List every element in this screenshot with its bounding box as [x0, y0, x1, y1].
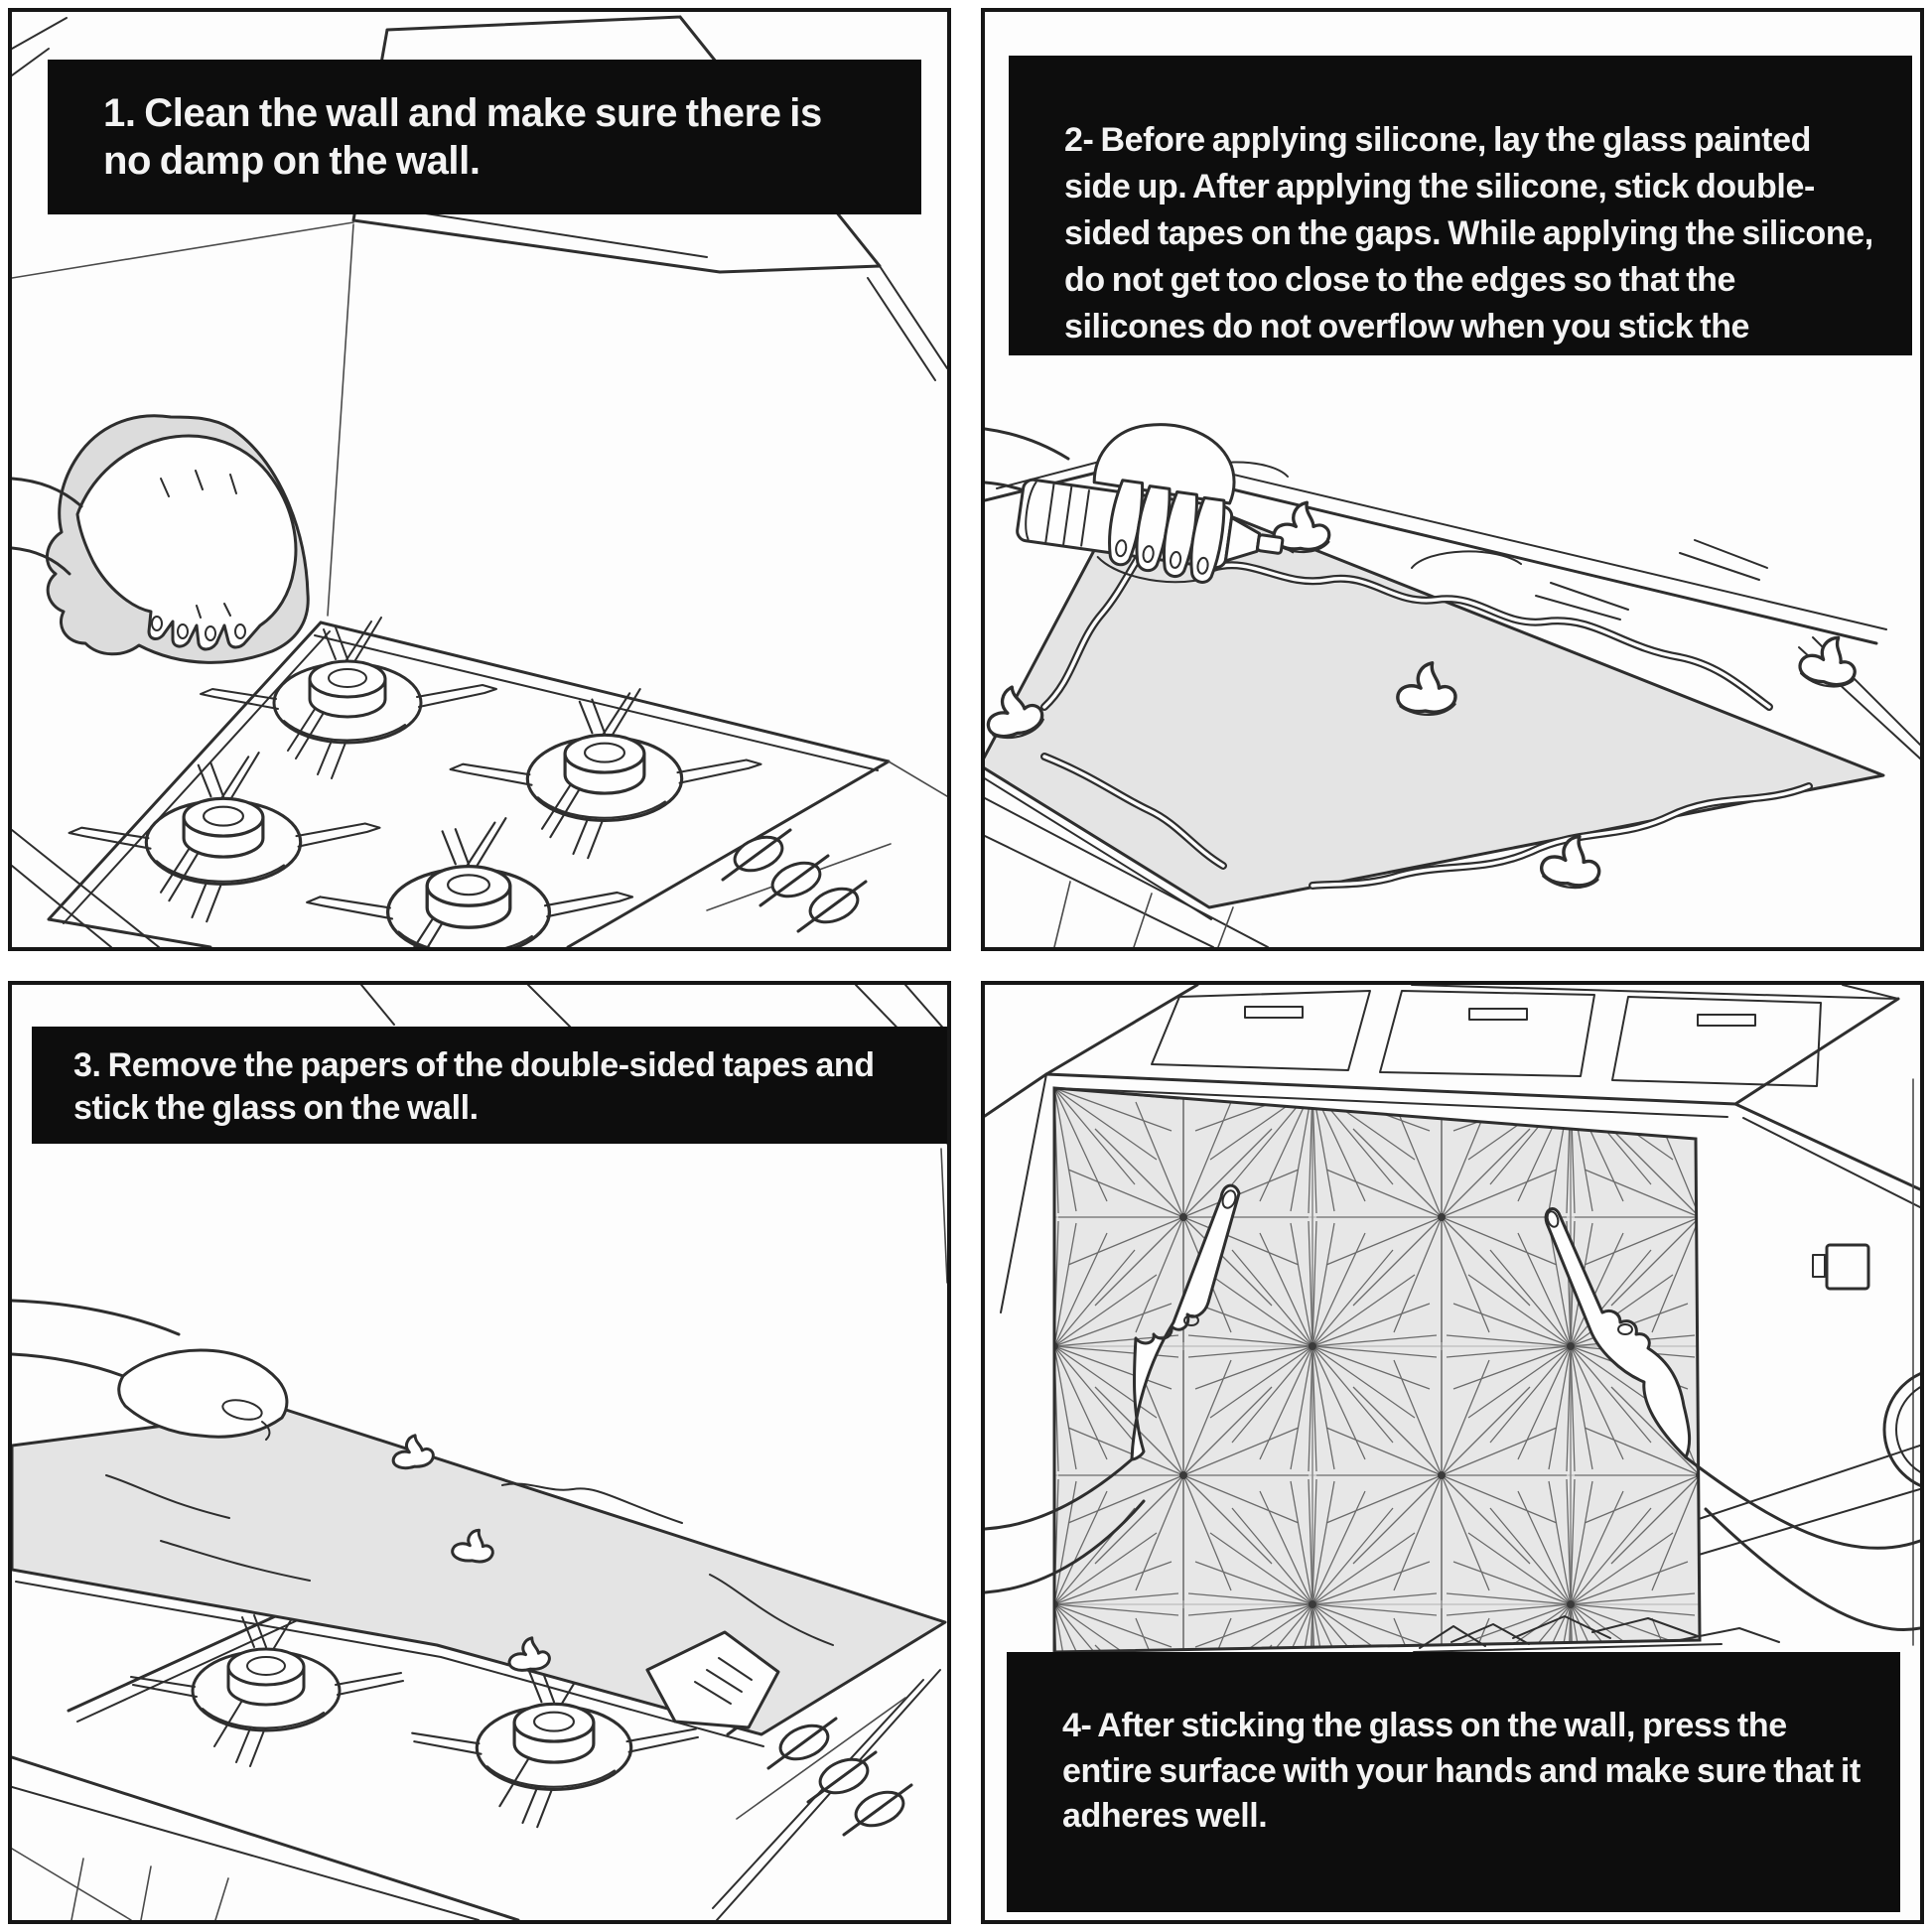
step-3-panel — [8, 981, 951, 1924]
step-3-caption: 3. Remove the papers of the double-sided tapes and stick the glass on the wall. — [32, 1027, 947, 1144]
step-2-panel — [981, 8, 1924, 951]
step-4-caption: 4- After sticking the glass on the wall, press the entire surface with your hands and make sure that it adheres well. — [1007, 1652, 1900, 1912]
instruction-sheet — [8, 8, 1924, 1924]
step-1-caption: 1. Clean the wall and make sure there is no damp on the wall. — [48, 60, 921, 214]
holding-hand — [12, 1301, 287, 1440]
glass-sheet — [12, 1410, 945, 1746]
wiping-hand — [12, 416, 308, 663]
gas-hob — [12, 618, 947, 947]
step-1-panel — [8, 8, 951, 951]
step-4-panel — [981, 981, 1924, 1924]
step-2-caption: 2- Before applying silicone, lay the glass painted side up. After applying the silicone, stick double-sided tapes on the gaps. While applying the silicone, do not get too close to the edges so that the silicones do not overflow when you stick the — [1009, 56, 1912, 355]
